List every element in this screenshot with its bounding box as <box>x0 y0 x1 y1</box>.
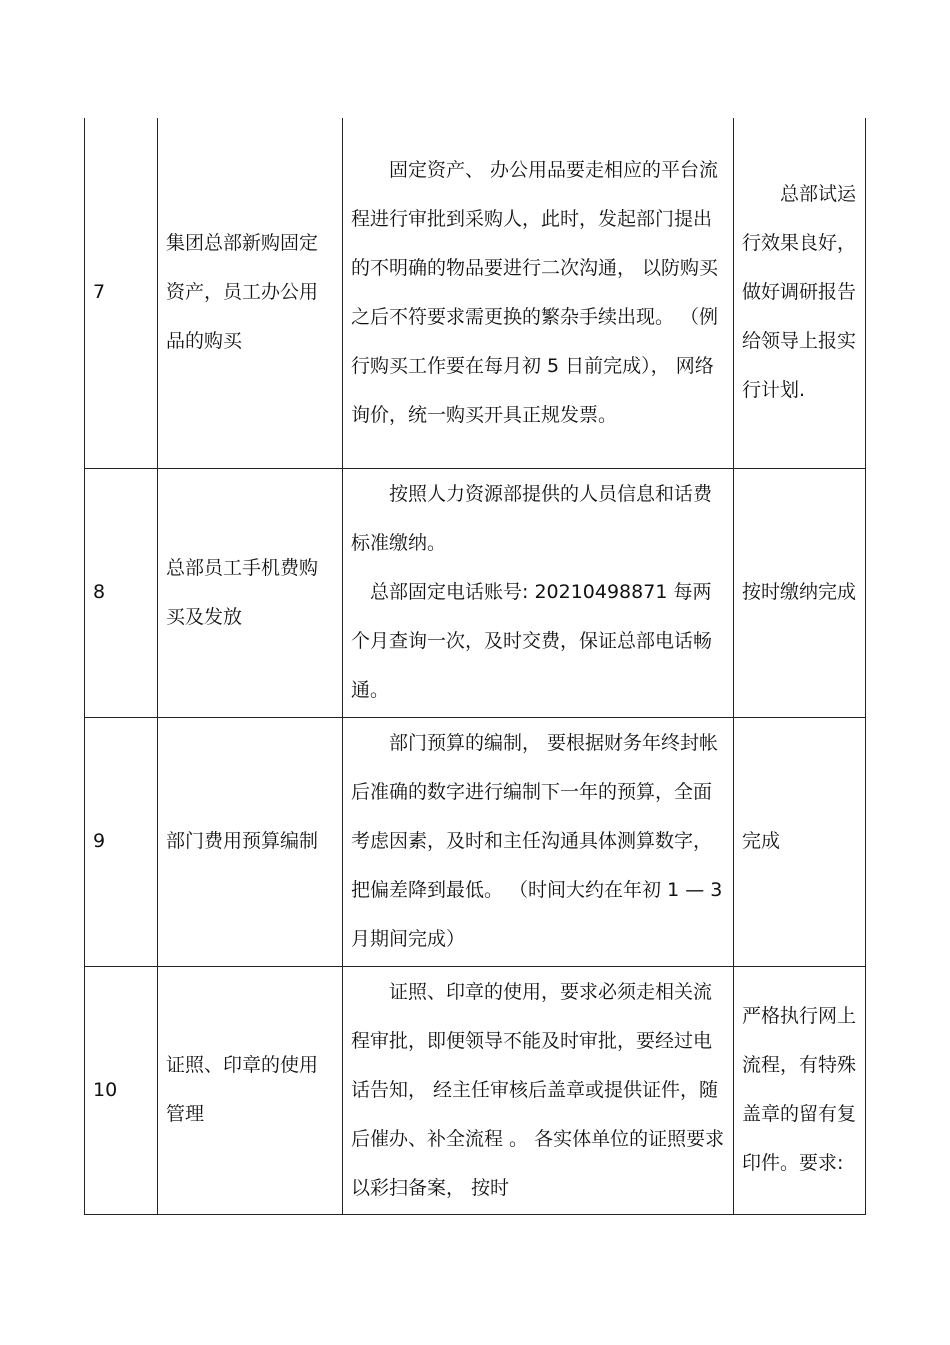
row-item: 集团总部新购固定资产，员工办公用品的购买 <box>158 118 343 468</box>
row-item: 总部员工手机费购买及发放 <box>158 468 343 717</box>
row-description <box>343 118 734 468</box>
row-number: 10 <box>85 966 158 1214</box>
row-item: 证照、印章的使用管理 <box>158 966 343 1214</box>
description-paragraph: 部门预算的编制， 要根据财务年终封帐后准确的数字进行编制下一年的预算，全面考虑因素，及时和主任沟通具体测算数字，把偏差降到最低。 （时间大约在年初 1 — 3 月期间完成） <box>351 732 723 950</box>
row-description <box>343 468 734 717</box>
row-result: 完成 <box>734 717 866 966</box>
description-paragraph: 按照人力资源部提供的人员信息和话费标准缴纳。 <box>351 483 713 554</box>
row-number: 7 <box>85 118 158 468</box>
description-paragraph: 固定资产、 办公用品要走相应的平台流程进行审批到采购人，此时，发起部门提出的不明确的物品要进行二次沟通， 以防购买之后不符要求需更换的繁杂手续出现。 （例行购买工作要在每月初 5 日前完成）， 网络询价，统一购买开具正规发票。 <box>351 158 719 426</box>
table-row <box>85 468 866 717</box>
table-row <box>85 717 866 966</box>
description-paragraph: 总部固定电话账号: 20210498871 每两个月查询一次，及时交费，保证总部电话畅通。 <box>351 581 713 701</box>
result-text: 总部试运行效果良好，做好调研报告给领导上报实行计划. <box>742 183 857 402</box>
description-paragraph: 证照、印章的使用，要求必须走相关流程审批，即便领导不能及时审批，要经过电话告知， 经主任审核后盖章或提供证件，随后催办、补全流程 。 各实体单位的证照要求以彩扫备案， 按时 <box>351 980 725 1199</box>
row-result: 严格执行网上流程，有特殊盖章的留有复印件。要求: <box>734 966 866 1214</box>
table-row <box>85 966 866 1214</box>
row-number: 9 <box>85 717 158 966</box>
row-number: 8 <box>85 468 158 717</box>
table-row <box>85 118 866 468</box>
row-description <box>343 717 734 966</box>
row-result: 按时缴纳完成 <box>734 468 866 717</box>
row-item: 部门费用预算编制 <box>158 717 343 966</box>
row-result <box>734 118 866 468</box>
row-description <box>343 966 734 1214</box>
work-summary-table <box>84 118 866 1215</box>
